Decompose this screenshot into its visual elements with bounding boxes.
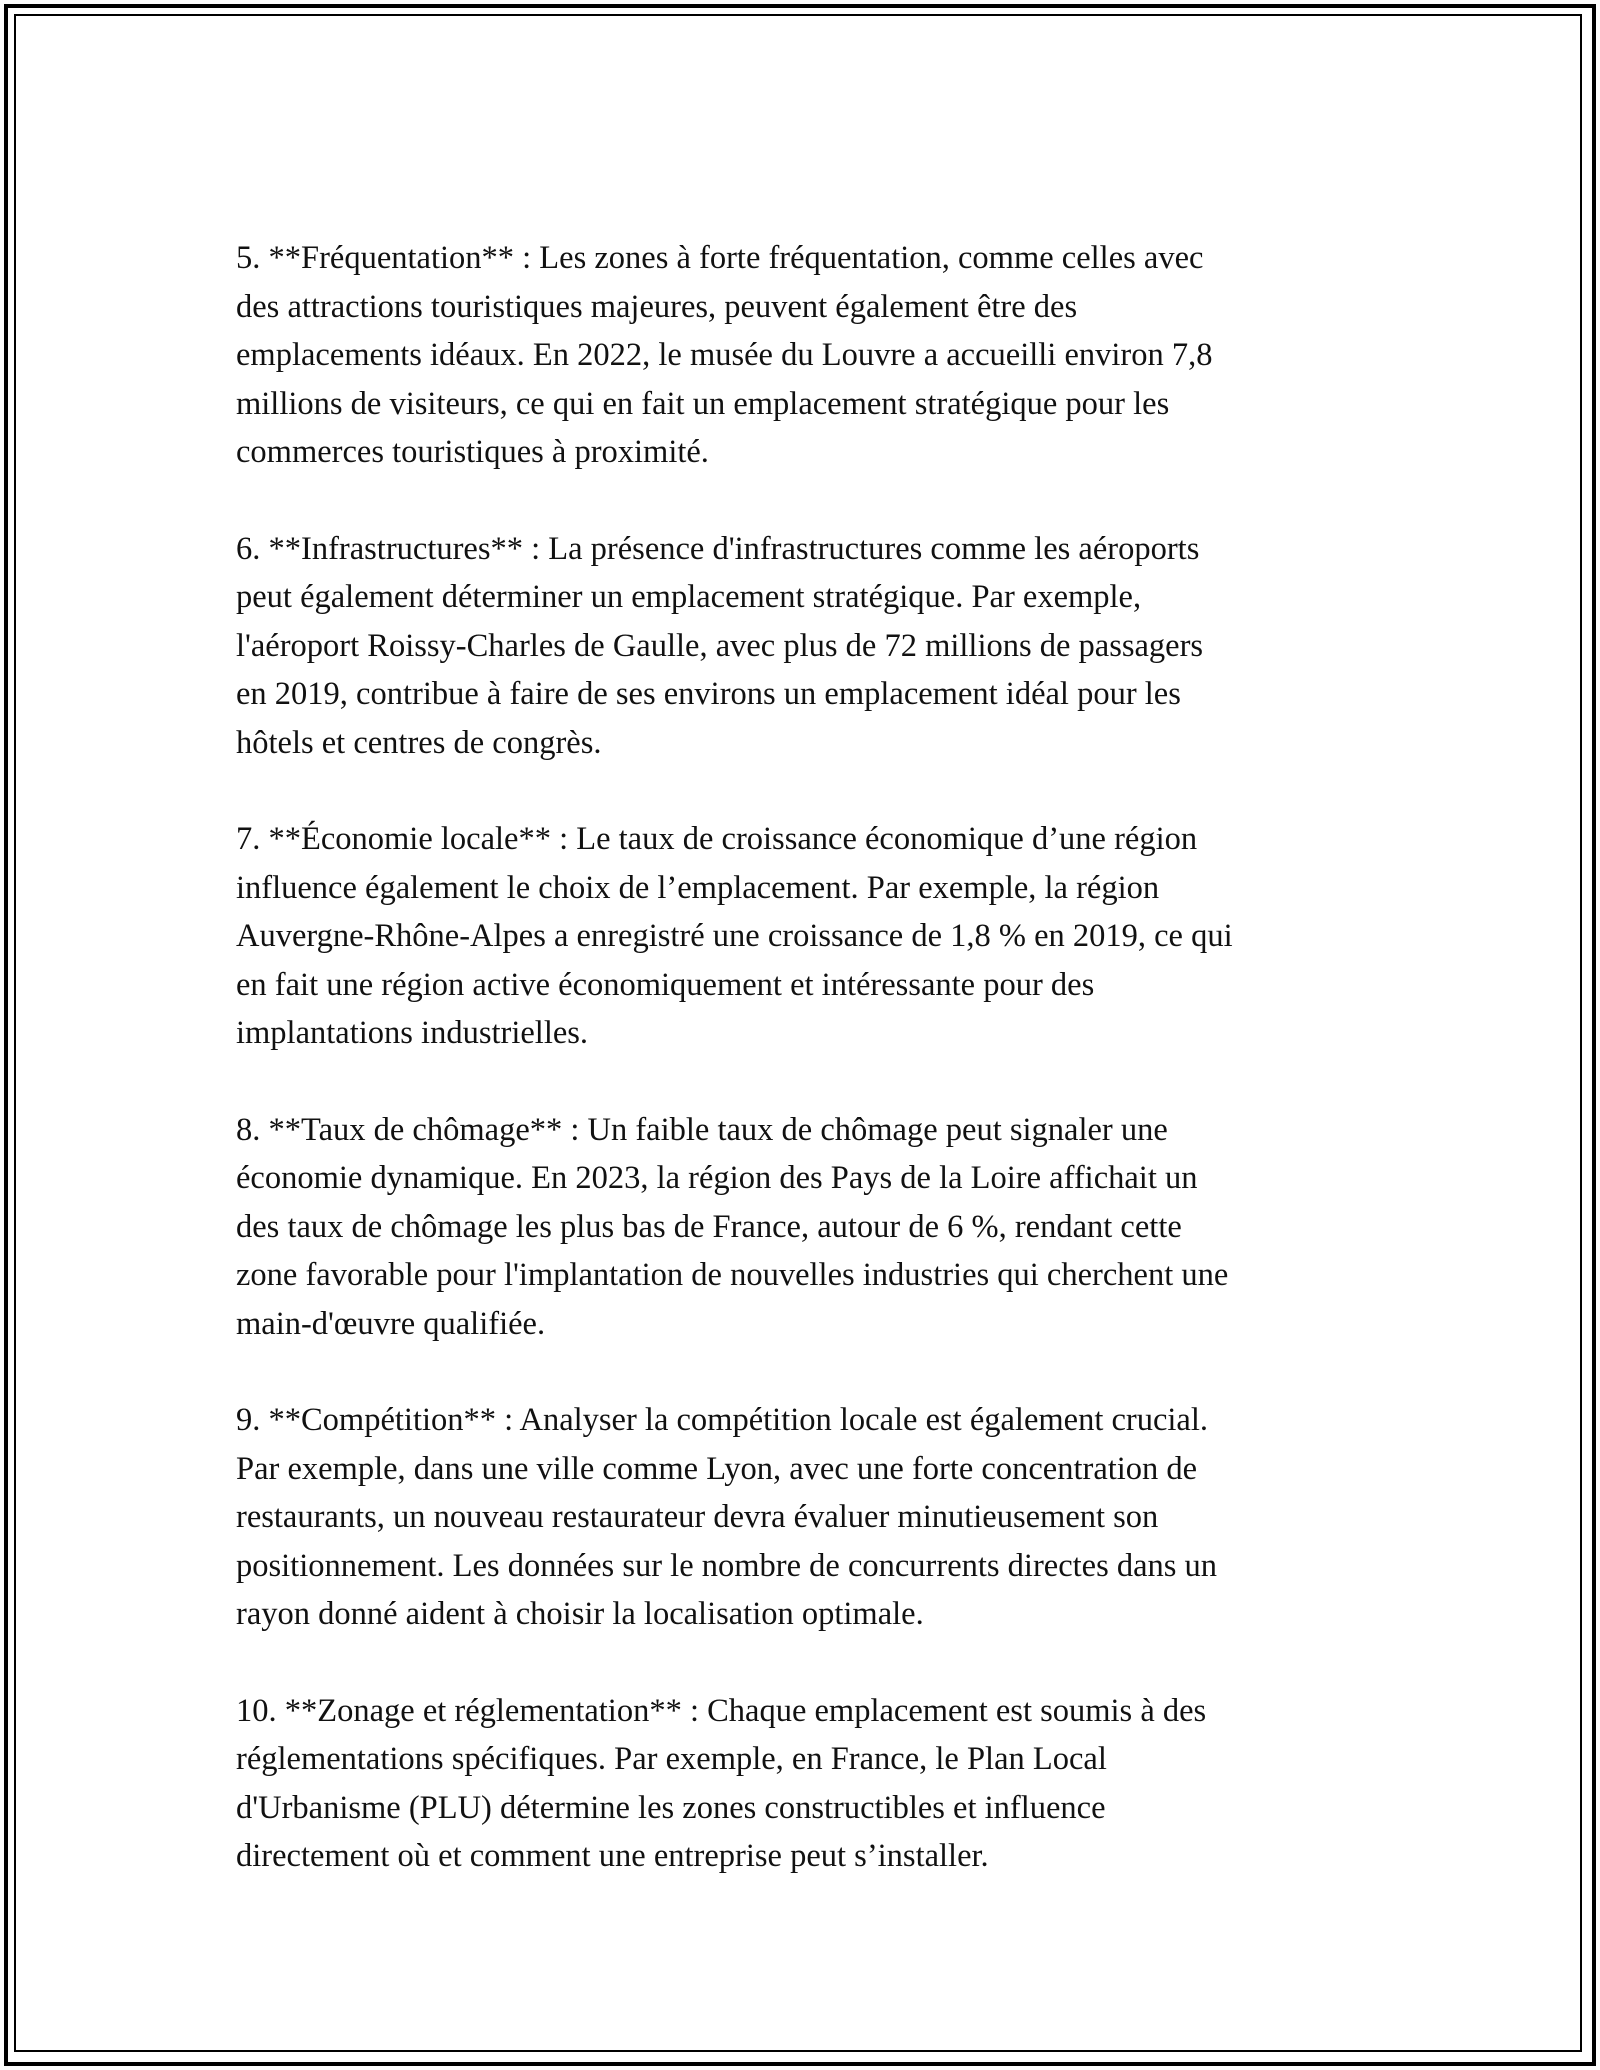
paragraph-taux-de-chomage xyxy=(236,1106,1376,1349)
document-body xyxy=(236,234,1376,1929)
text-line: directement où et comment une entreprise peut s’installer. xyxy=(236,1838,989,1874)
text-line: 5. **Fréquentation** : Les zones à forte fréquentation, comme celles avec xyxy=(236,240,1204,276)
text-line: Par exemple, dans une ville comme Lyon, avec une forte concentration de xyxy=(236,1450,1198,1487)
text-line: hôtels et centres de congrès. xyxy=(236,724,602,761)
text-line: en fait une région active économiquement et intéressante pour des xyxy=(236,966,1095,1003)
text-line: commerces touristiques à proximité. xyxy=(236,434,709,470)
paragraph-economie-locale xyxy=(236,815,1376,1058)
text-line: d'Urbanisme (PLU) détermine les zones constructibles et influence xyxy=(236,1789,1106,1826)
text-line: positionnement. Les données sur le nombre de concurrents directes dans un xyxy=(236,1547,1218,1584)
text-line: zone favorable pour l'implantation de nouvelles industries qui cherchent une xyxy=(236,1257,1229,1293)
text-line: 6. **Infrastructures** : La présence d'infrastructures comme les aéroports xyxy=(236,530,1200,567)
text-line: influence également le choix de l’emplacement. Par exemple, la région xyxy=(236,869,1160,906)
text-line: peut également déterminer un emplacement stratégique. Par exemple, xyxy=(236,579,1142,615)
text-line: Auvergne-Rhône-Alpes a enregistré une croissance de 1,8 % en 2019, ce qui xyxy=(236,918,1233,954)
text-line: des taux de chômage les plus bas de France, autour de 6 %, rendant cette xyxy=(236,1208,1182,1245)
text-line: emplacements idéaux. En 2022, le musée du Louvre a accueilli environ 7,8 xyxy=(236,337,1213,373)
text-line: en 2019, contribue à faire de ses environs un emplacement idéal pour les xyxy=(236,676,1181,712)
text-line: l'aéroport Roissy-Charles de Gaulle, avec plus de 72 millions de passagers xyxy=(236,627,1204,664)
text-line: main-d'œuvre qualifiée. xyxy=(236,1305,546,1342)
text-line: 8. **Taux de chômage** : Un faible taux de chômage peut signaler une xyxy=(236,1111,1168,1148)
text-line: millions de visiteurs, ce qui en fait un emplacement stratégique pour les xyxy=(236,385,1170,422)
text-line: 7. **Économie locale** : Le taux de croissance économique d’une région xyxy=(236,821,1198,857)
text-line: rayon donné aident à choisir la localisation optimale. xyxy=(236,1596,924,1632)
text-line: restaurants, un nouveau restaurateur devra évaluer minutieusement son xyxy=(236,1499,1159,1535)
text-line: 9. **Compétition** : Analyser la compétition locale est également crucial. xyxy=(236,1402,1209,1438)
paragraph-competition xyxy=(236,1396,1376,1639)
text-line: des attractions touristiques majeures, peuvent également être des xyxy=(236,288,1078,325)
text-line: implantations industrielles. xyxy=(236,1015,589,1051)
paragraph-zonage-reglementation xyxy=(236,1687,1376,1881)
paragraph-frequentation xyxy=(236,234,1376,477)
text-line: 10. **Zonage et réglementation** : Chaque emplacement est soumis à des xyxy=(236,1692,1207,1729)
text-line: réglementations spécifiques. Par exemple, en France, le Plan Local xyxy=(236,1741,1107,1777)
text-line: économie dynamique. En 2023, la région des Pays de la Loire affichait un xyxy=(236,1160,1198,1196)
paragraph-infrastructures xyxy=(236,525,1376,768)
